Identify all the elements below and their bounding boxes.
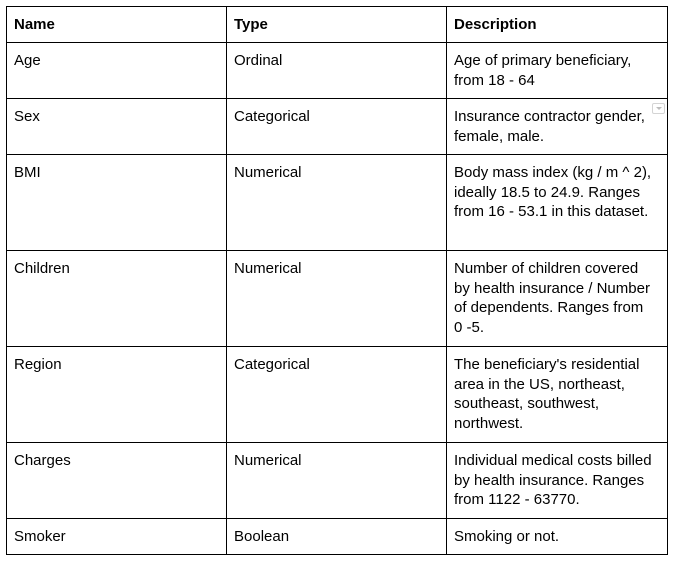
- cell-name[interactable]: BMI: [7, 155, 227, 251]
- column-header-type: Type: [227, 7, 447, 43]
- cell-name[interactable]: Children: [7, 251, 227, 347]
- cell-type[interactable]: Numerical: [227, 251, 447, 347]
- cell-name[interactable]: Smoker: [7, 519, 227, 555]
- cell-description[interactable]: Body mass index (kg / m ^ 2), ideally 18.5 to 24.9. Ranges from 16 - 53.1 in this dataset.: [447, 155, 668, 251]
- table-row: [7, 251, 668, 347]
- table-row: [7, 347, 668, 443]
- table-row: [7, 155, 668, 251]
- cell-name[interactable]: Sex: [7, 99, 227, 155]
- cell-description[interactable]: Smoking or not.: [447, 519, 668, 555]
- cell-type[interactable]: Categorical: [227, 347, 447, 443]
- cell-dropdown-icon[interactable]: [652, 103, 665, 114]
- column-header-name: Name: [7, 7, 227, 43]
- cell-type[interactable]: Boolean: [227, 519, 447, 555]
- cell-type[interactable]: Numerical: [227, 443, 447, 519]
- table-row: [7, 43, 668, 99]
- cell-description[interactable]: [447, 99, 668, 155]
- cell-name[interactable]: Age: [7, 43, 227, 99]
- cell-name[interactable]: Charges: [7, 443, 227, 519]
- table-row: [7, 519, 668, 555]
- cell-description[interactable]: Number of children covered by health insurance / Number of dependents. Ranges from 0 -5.: [447, 251, 668, 347]
- cell-type[interactable]: Numerical: [227, 155, 447, 251]
- cell-type[interactable]: Categorical: [227, 99, 447, 155]
- variables-table: [6, 6, 668, 555]
- cell-description[interactable]: Individual medical costs billed by health insurance. Ranges from 1122 - 63770.: [447, 443, 668, 519]
- cell-type[interactable]: Ordinal: [227, 43, 447, 99]
- table-header-row: [7, 7, 668, 43]
- cell-description[interactable]: The beneficiary's residential area in the US, northeast, southeast, southwest, northwest.: [447, 347, 668, 443]
- cell-name[interactable]: Region: [7, 347, 227, 443]
- column-header-description: Description: [447, 7, 668, 43]
- cell-description-text: Insurance contractor gender, female, male.: [454, 108, 645, 145]
- cell-description[interactable]: Age of primary beneficiary, from 18 - 64: [447, 43, 668, 99]
- table-row: [7, 99, 668, 155]
- table-row: [7, 443, 668, 519]
